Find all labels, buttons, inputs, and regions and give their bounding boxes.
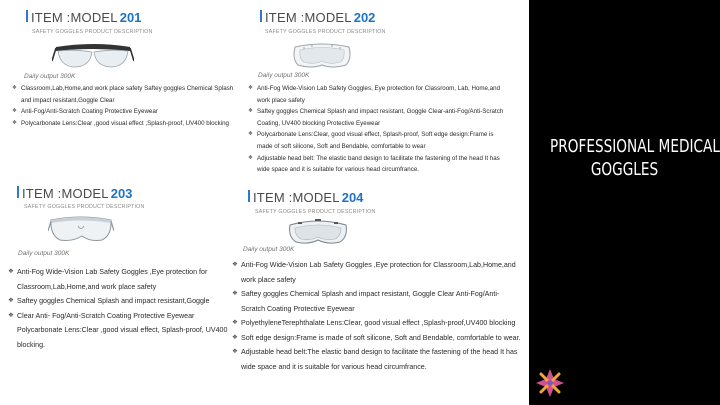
accent-bar xyxy=(248,190,250,202)
feature-item: ❖ PolyethyleneTerephthalate Lens:Clear, good visual effect ,Splash-proof,UV400 blocking xyxy=(232,316,522,331)
title-sidebar xyxy=(529,0,720,405)
model-204-subtitle: SAFETY GOGGLES PRODUCT DESCRIPTION xyxy=(255,209,376,215)
slide-title-line: PROFESSIONAL MEDICAL xyxy=(550,137,720,157)
accent-bar xyxy=(17,186,19,198)
model-202-daily-output: Daily output 300K xyxy=(258,72,310,79)
model-201-daily-output: Daily output 300K xyxy=(24,73,76,80)
feature-item: ❖ Adjustable head belt: The elastic band design to facilitate the fastening of the head It has wide space and it is suitable for various head circumfrance. xyxy=(248,153,510,176)
feature-item: ❖ Soft edge design:Frame is made of soft silicone, Soft and Bendable, comfortable to wear. xyxy=(232,331,522,346)
feature-item: ❖ Saftey goggles Chemical Splash and impact resistant,Goggle xyxy=(8,294,228,309)
vented-goggles-illustration xyxy=(288,217,348,247)
model-201-heading xyxy=(26,10,141,25)
accent-bar xyxy=(26,10,28,22)
slide-title xyxy=(550,136,720,182)
feature-item: ❖ Anti-Fog/Anti-Scratch Coating Protective Eyewear xyxy=(12,106,242,118)
model-label: ITEM :MODEL xyxy=(22,186,109,201)
model-204-features xyxy=(232,258,522,374)
model-number: 203 xyxy=(110,186,133,201)
model-201-subtitle: SAFETY GOGGLES PRODUCT DESCRIPTION xyxy=(32,29,153,35)
feature-item: ❖ Adjustable head belt:The elastic band design to facilitate the fastening of the head It has wide space and it is suitable for various head circumfrance. xyxy=(232,345,522,374)
accent-bar xyxy=(260,10,262,22)
feature-item: ❖ Clear Anti- Fog/Anti-Scratch Coating Protective Eyewear Polycarbonate Lens:Clear ,good visual effect, Splash-proof, UV400 blocking. xyxy=(8,309,228,353)
model-number: 202 xyxy=(353,10,376,25)
feature-item: ❖ Saftey goggles Chemical Splash and impact resistant, Goggle Clear Anti-Fog/Anti-Scratch Coating Protective Eyewear xyxy=(232,287,522,316)
feature-item: ❖ Saftey goggles Chemical Splash and impact resistant, Goggle Clear-anti-Fog/Anti-Scratch Coating, UV400 blocking Protective Eyewear xyxy=(248,106,510,129)
model-number: 201 xyxy=(119,10,142,25)
feature-item: ❖ Anti-Fog Wide-Vision Lab Safety Goggles, Eye protection for Classroom, Lab, Home,and work place safety xyxy=(248,83,510,106)
model-201-features xyxy=(12,83,242,129)
model-202-features xyxy=(248,83,510,176)
model-203-heading xyxy=(17,186,132,201)
model-label: ITEM :MODEL xyxy=(253,190,340,205)
model-number: 204 xyxy=(341,190,364,205)
feature-item: ❖ Classroom,Lab,Home,and work place safety Saftey goggles Chemical Splash and impact resistant,Goggle Clear xyxy=(12,83,242,106)
model-204-heading xyxy=(248,190,363,205)
feature-item: ❖ Anti-Fog Wide-Vision Lab Safety Goggles ,Eye protection for Classroom,Lab,Home,and work place safety xyxy=(232,258,522,287)
feature-item: ❖ Polycarbonate Lens:Clear, good visual effect, Splash-proof, Soft edge design:Frame is made of soft silicone, Soft and Bendable, comfortable to wear xyxy=(248,129,510,152)
feature-item: ❖ Polycarbonate Lens:Clear ,good visual effect ,Splash-proof, UV400 blocking xyxy=(12,118,242,130)
over-glasses-illustration xyxy=(48,213,114,245)
feature-item: ❖ Anti-Fog Wide-Vision Lab Safety Goggles ,Eye protection for Classroom,Lab,Home,and work place safety xyxy=(8,265,228,294)
model-204-daily-output: Daily output 300K xyxy=(243,246,295,253)
model-label: ITEM :MODEL xyxy=(265,10,352,25)
sealed-goggles-illustration xyxy=(292,39,352,71)
slide-title-line: GOGGLES xyxy=(590,160,659,180)
model-203-subtitle: SAFETY GOGGLES PRODUCT DESCRIPTION xyxy=(24,204,145,210)
model-203-features xyxy=(8,265,228,352)
model-label: ITEM :MODEL xyxy=(31,10,118,25)
model-202-heading xyxy=(260,10,375,25)
model-202-subtitle: SAFETY GOGGLES PRODUCT DESCRIPTION xyxy=(265,29,386,35)
safety-glasses-illustration xyxy=(52,39,134,73)
company-logo-icon xyxy=(534,367,566,399)
model-203-daily-output: Daily output 300K xyxy=(18,250,70,257)
